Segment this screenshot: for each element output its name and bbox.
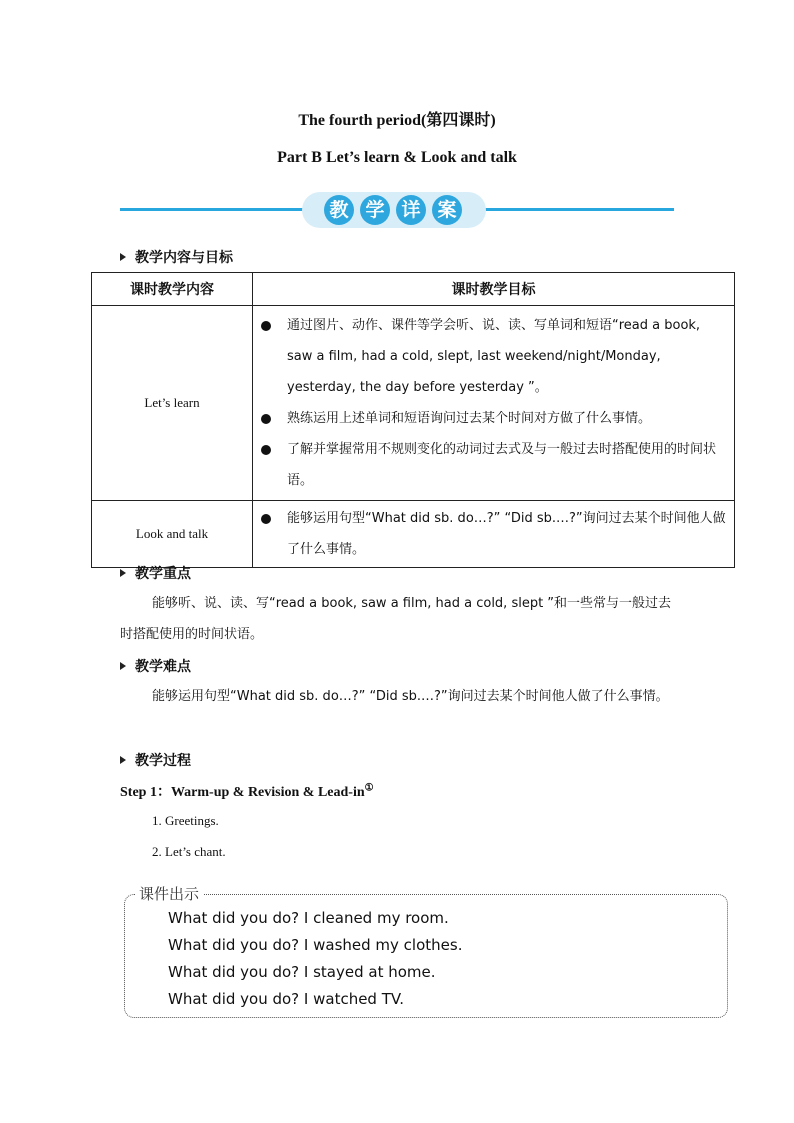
goal-item: 通过图片、动作、课件等学会听、说、读、写单词和短语“read a book, saw a film, had a cold, slept, last weekend/night/Monday, yesterday, the day before yesterday ”。	[253, 310, 734, 403]
section-label: 教学过程	[135, 753, 191, 769]
banner-char: 详	[396, 195, 426, 225]
triangle-bullet-icon	[120, 253, 126, 261]
triangle-bullet-icon	[120, 662, 126, 670]
list-item: 1. Greetings.	[152, 813, 219, 828]
triangle-bullet-icon	[120, 756, 126, 764]
section-label: 教学难点	[135, 659, 191, 675]
page-title: The fourth period(第四课时)	[298, 112, 496, 129]
table-cell-content: Let’s learn	[92, 306, 253, 501]
table-cell-content: Look and talk	[92, 501, 253, 568]
table-header-cell: 课时教学目标	[253, 273, 735, 306]
table-header-row	[92, 273, 735, 306]
courseware-line: What did you do? I stayed at home.	[168, 963, 436, 981]
banner-line-left	[120, 208, 310, 211]
section-heading-content	[120, 247, 233, 267]
banner-char: 教	[324, 195, 354, 225]
bullet-dot-icon	[261, 445, 271, 455]
footnote-marker: ①	[364, 782, 374, 794]
triangle-bullet-icon	[120, 569, 126, 577]
list-item: 2. Let’s chant.	[152, 844, 226, 859]
section-heading-difficulties	[120, 656, 191, 676]
courseware-line: What did you do? I cleaned my room.	[168, 909, 449, 927]
goals-table	[91, 272, 735, 568]
bullet-dot-icon	[261, 321, 271, 331]
banner-char: 案	[432, 195, 462, 225]
goal-item: 了解并掌握常用不规则变化的动词过去式及与一般过去时搭配使用的时间状语。	[253, 434, 734, 496]
bullet-dot-icon	[261, 414, 271, 424]
page-subtitle: Part B Let’s learn & Look and talk	[277, 149, 517, 166]
section-heading-process	[120, 750, 191, 770]
courseware-tag: 课件出示	[135, 883, 203, 904]
bullet-dot-icon	[261, 514, 271, 524]
banner-char: 学	[360, 195, 390, 225]
goal-item: 能够运用句型“What did sb. do…?” “Did sb.…?”询问过去某个时间他人做了什么事情。	[253, 503, 734, 565]
courseware-line: What did you do? I washed my clothes.	[168, 936, 463, 954]
difficulties-text: 能够运用句型“What did sb. do…?” “Did sb.…?”询问过去某个时间他人做了什么事情。	[152, 689, 669, 704]
section-heading-key-points	[120, 563, 191, 583]
teaching-plan-banner	[120, 192, 674, 228]
section-label: 教学重点	[135, 566, 191, 582]
table-header-cell: 课时教学内容	[92, 273, 253, 306]
banner-line-right	[480, 208, 674, 211]
key-points-text: 能够听、说、读、写“read a book, saw a film, had a cold, slept ”和一些常与一般过去时搭配使用的时间状语。	[120, 596, 672, 642]
step-title: Step 1：Warm-up & Revision & Lead-in①	[120, 782, 374, 800]
section-label: 教学内容与目标	[135, 250, 233, 266]
table-row	[92, 306, 735, 501]
courseware-line: What did you do? I watched TV.	[168, 990, 404, 1008]
goal-item: 熟练运用上述单词和短语询问过去某个时间对方做了什么事情。	[253, 403, 734, 434]
table-row	[92, 501, 735, 568]
